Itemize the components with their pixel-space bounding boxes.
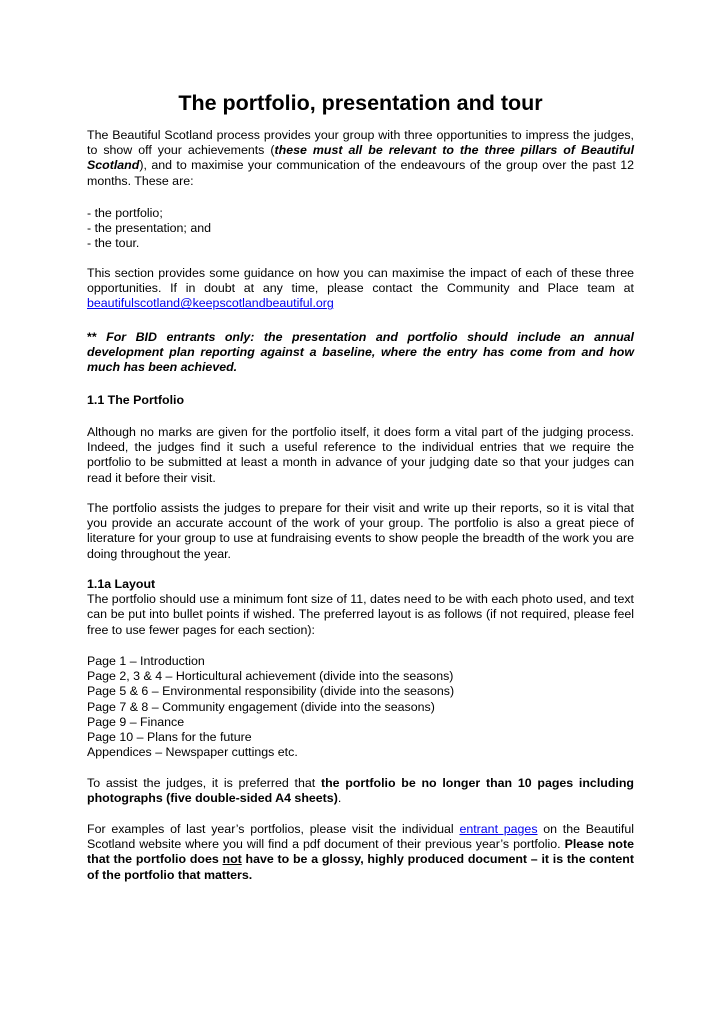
bid-note — [87, 330, 634, 376]
list-item: Page 1 – Introduction — [87, 654, 205, 668]
list-item: Page 7 & 8 – Community engagement (divide into the seasons) — [87, 699, 435, 714]
bid-note-text: For BID entrants only: the presentation and portfolio should include an annual development plan reporting against a baseline, where the entry has come from and how much has been achieved. — [87, 330, 634, 375]
list-item: Page 9 – Finance — [87, 714, 185, 729]
layout-section — [87, 577, 634, 638]
examples-paragraph — [87, 822, 634, 883]
length-text-2: . — [337, 791, 342, 806]
email-link[interactable]: beautifulscotland@keepscotlandbeautiful.org — [87, 296, 334, 311]
examples-bold-1: Please note that the portfolio does — [87, 837, 634, 867]
layout-text: The portfolio should use a minimum font size of 11, dates need to be with each photo used, and text can be put into bullet points if wished. The preferred layout is as follows (if not required, please feel free to use fewer pages for each section): — [87, 592, 634, 637]
intro-paragraph — [87, 128, 634, 189]
entrant-pages-link[interactable]: entrant pages — [459, 822, 538, 836]
opportunities-list — [87, 206, 634, 252]
section-heading-portfolio: 1.1 The Portfolio — [87, 393, 185, 407]
subheading-layout: 1.1a Layout — [87, 577, 156, 591]
portfolio-paragraph-1: Although no marks are given for the portfolio itself, it does form a vital part of the judging process. Indeed, the judges find it such a useful reference to the individual entries that we require the portfolio to be submitted at least a month in advance of your judging date so that your judges can read it before their visit. — [87, 425, 634, 485]
list-item: - the tour. — [87, 236, 140, 251]
length-note — [87, 776, 634, 806]
portfolio-paragraph-2: The portfolio assists the judges to prepare for their visit and write up their reports, so it is vital that you provide an accurate account of the work of your group. The portfolio is also a great piece of literature for your group to use at fundraising events to show people the breadth of the work you are doing throughout the year. — [87, 501, 634, 561]
bid-stars: ** — [87, 330, 107, 344]
list-item: Page 2, 3 & 4 – Horticultural achievement (divide into the seasons) — [87, 669, 454, 684]
intro-text-1: The Beautiful Scotland process provides your group with three opportunities to impress the judges, to show off your achievements ( — [87, 128, 634, 158]
examples-bold-not: not — [222, 852, 242, 867]
list-item: Page 5 & 6 – Environmental responsibility (divide into the seasons) — [87, 684, 455, 699]
list-item: - the portfolio; — [87, 206, 163, 220]
page-title: The portfolio, presentation and tour — [178, 91, 543, 115]
examples-text-1: For examples of last year’s portfolios, please visit the individual — [87, 822, 460, 836]
list-item: Appendices – Newspaper cuttings etc. — [87, 745, 298, 760]
intro-text-2: ), and to maximise your communication of the endeavours of the group over the past 12 months. These are: — [87, 158, 634, 188]
examples-text-2: on the Beautiful Scotland website where you will find a pdf document of their previous year’s portfolio. — [87, 822, 634, 852]
intro-emphasis: these must all be relevant to the three pillars of Beautiful Scotland — [87, 143, 635, 173]
length-emphasis: the portfolio be no longer than 10 pages including photographs (five double-sided A4 sheets) — [87, 776, 634, 806]
length-text-1: To assist the judges, it is preferred that — [87, 776, 321, 790]
guidance-paragraph — [87, 266, 634, 312]
guidance-text: This section provides some guidance on how you can maximise the impact of each of these three opportunities. If in doubt at any time, please contact the Community and Place team at — [87, 266, 634, 296]
examples-bold-2: have to be a glossy, highly produced document – it is the content of the portfolio that matters. — [87, 852, 634, 882]
list-item: - the presentation; and — [87, 221, 211, 236]
page-layout-list — [87, 654, 634, 760]
list-item: Page 10 – Plans for the future — [87, 730, 252, 745]
